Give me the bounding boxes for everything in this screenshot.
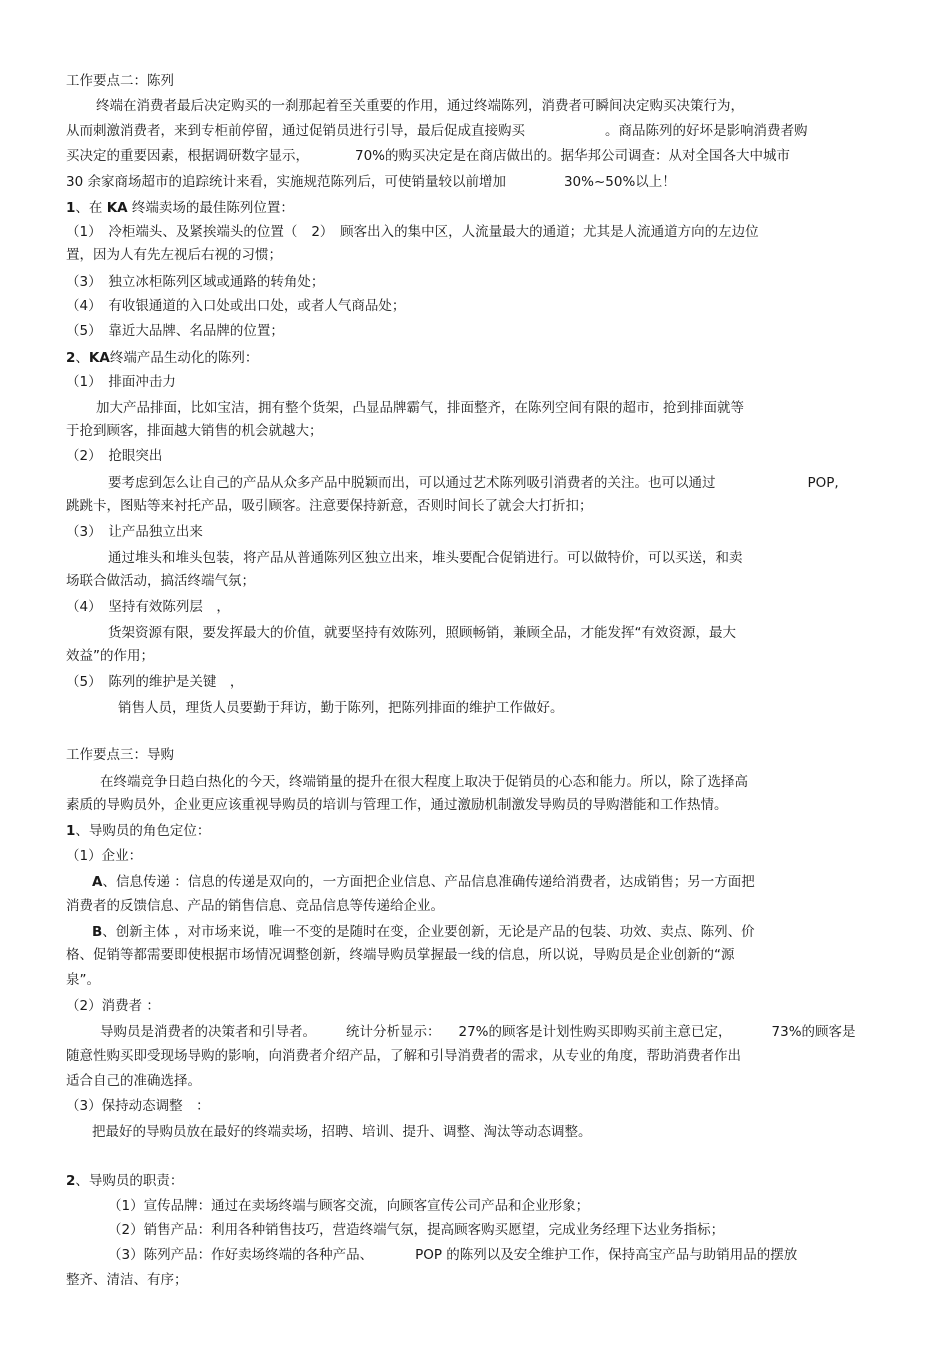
list-item: 整齐、清洁、有序； xyxy=(66,1272,188,1288)
list-item: 置，因为人有先左视后右视的习惯； xyxy=(66,247,282,263)
list-item: （3）陈列产品：作好卖场终端的各种产品、 POP 的陈列以及安全维护工作，保持高宝产品与助销用品的摆放 xyxy=(108,1247,798,1263)
subsection-heading: （4） 坚持有效陈列层 ， xyxy=(66,599,230,615)
section3-item2-title: 2、导购员的职责： xyxy=(66,1173,184,1189)
paragraph-line: A、信息传递 ：信息的传递是双向的，一方面把企业信息、产品信息准确传递给消费者，达成销售；另一方面把 xyxy=(92,874,755,890)
section2-intro-line: 从而刺激消费者，来到专柜前停留，通过促销员进行引导，最后促成直接购买 。商品陈列的好坏是影响消费者购 xyxy=(66,123,808,139)
paragraph-line: 导购员是消费者的决策者和引导者。 统计分析显示： 27%的顾客是计划性购买即购买前主意已定， 73%的顾客是 xyxy=(100,1024,856,1040)
section2-heading: 工作要点二：陈列 xyxy=(66,73,174,89)
paragraph-line: 效益”的作用； xyxy=(66,648,154,664)
paragraph-line: 场联合做活动，搞活终端气氛； xyxy=(66,573,255,589)
paragraph-line: 加大产品排面，比如宝洁，拥有整个货架，凸显品牌霸气，排面整齐，在陈列空间有限的超市，抢到排面就等 xyxy=(96,400,744,416)
subsection-heading: （3） 让产品独立出来 xyxy=(66,524,203,540)
paragraph-line: 要考虑到怎么让自己的产品从众多产品中脱颖而出，可以通过艺术陈列吸引消费者的关注。也可以通过 POP, xyxy=(108,475,839,491)
paragraph-line: 跳跳卡，图贴等来衬托产品，吸引顾客。注意要保持新意，否则时间长了就会大打折扣； xyxy=(66,498,593,514)
section3-intro-line: 素质的导购员外，企业更应该重视导购员的培训与管理工作，通过激励机制激发导购员的导购潜能和工作热情。 xyxy=(66,797,728,813)
paragraph-line: 货架资源有限，要发挥最大的价值，就要坚持有效陈列，照顾畅销，兼顾全品，才能发挥“有效资源，最大 xyxy=(108,625,736,641)
section2-intro-line: 终端在消费者最后决定购买的一刹那起着至关重要的作用，通过终端陈列，消费者可瞬间决定购买决策行为， xyxy=(96,98,744,114)
section3-item1-title: 1、导购员的角色定位： xyxy=(66,823,211,839)
list-item: （1）宣传品牌：通过在卖场终端与顾客交流，向顾客宣传公司产品和企业形象； xyxy=(108,1198,590,1214)
section3-intro-line: 在终端竞争日趋白热化的今天，终端销量的提升在很大程度上取决于促销员的心态和能力。所以，除了选择高 xyxy=(100,774,748,790)
paragraph-line: 泉”。 xyxy=(66,972,100,988)
subsection-heading: （2）消费者 ： xyxy=(66,998,160,1014)
subsection-heading: （1） 排面冲击力 xyxy=(66,374,176,390)
paragraph-line: 格、促销等都需要即使根据市场情况调整创新，终端导购员掌握最一线的信息，所以说，导购员是企业创新的“源 xyxy=(66,947,735,963)
paragraph-line: 于抢到顾客，排面越大销售的机会就越大； xyxy=(66,423,323,439)
paragraph-line: 把最好的导购员放在最好的终端卖场，招聘、培训、提升、调整、淘汰等动态调整。 xyxy=(92,1124,592,1140)
paragraph-line: 通过堆头和堆头包装，将产品从普通陈列区独立出来，堆头要配合促销进行。可以做特价，可以买送，和卖 xyxy=(108,550,743,566)
list-item: （2）销售产品：利用各种销售技巧，营造终端气氛，提高顾客购买愿望，完成业务经理下达业务指标； xyxy=(108,1222,725,1238)
list-item: （5） 靠近大品牌、名品牌的位置； xyxy=(66,323,284,339)
list-item: （4） 有收银通道的入口处或出口处，或者人气商品处； xyxy=(66,298,406,314)
section2-intro-line: 30 余家商场超市的追踪统计来看，实施规范陈列后，可使销量较以前增加 30%~50%以上！ xyxy=(66,174,676,190)
list-item: （3） 独立冰柜陈列区域或通路的转角处； xyxy=(66,274,325,290)
section2-intro-line: 买决定的重要因素，根据调研数字显示， 70%的购买决定是在商店做出的。据华邦公司调查：从对全国各大中城市 xyxy=(66,148,791,164)
subsection-heading: （5） 陈列的维护是关键 ， xyxy=(66,674,244,690)
section3-heading: 工作要点三：导购 xyxy=(66,747,174,763)
paragraph-line: 适合自己的准确选择。 xyxy=(66,1073,201,1089)
section2-item1-title: 1、在 KA 终端卖场的最佳陈列位置： xyxy=(66,200,294,216)
paragraph-line: 销售人员，理货人员要勤于拜访，勤于陈列，把陈列排面的维护工作做好。 xyxy=(118,700,564,716)
paragraph-line: B、创新主体 ，对市场来说，唯一不变的是随时在变，企业要创新，无论是产品的包装、功效、卖点、陈列、价 xyxy=(92,924,755,940)
subsection-heading: （1）企业： xyxy=(66,848,143,864)
paragraph-line: 消费者的反馈信息、产品的销售信息、竞品信息等传递给企业。 xyxy=(66,898,444,914)
subsection-heading: （2） 抢眼突出 xyxy=(66,448,163,464)
list-item: （1） 冷柜端头、及紧挨端头的位置（ 2） 顾客出入的集中区，人流量最大的通道；尤其是人流通道方向的左边位 xyxy=(66,224,759,240)
subsection-heading: （3）保持动态调整 ： xyxy=(66,1098,210,1114)
section2-item2-title: 2、KA终端产品生动化的陈列： xyxy=(66,350,259,366)
paragraph-line: 随意性购买即受现场导购的影响，向消费者介绍产品，了解和引导消费者的需求，从专业的角度，帮助消费者作出 xyxy=(66,1048,741,1064)
